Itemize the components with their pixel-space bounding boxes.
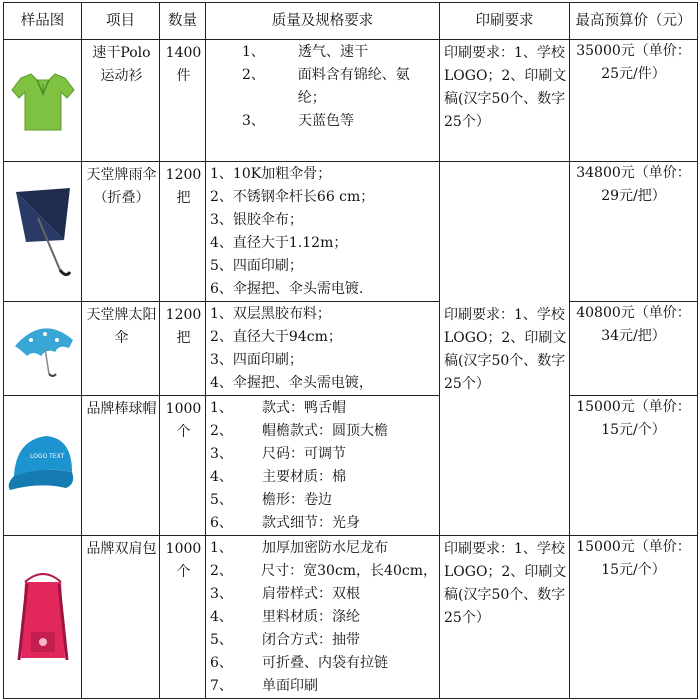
spec-cell (206, 162, 440, 302)
budget-cell: 40800元（单价：34元/把） (570, 302, 698, 396)
qty-cell: 1400件 (160, 40, 206, 162)
item-cell: 速干Polo运动衫 (82, 40, 160, 162)
table-row (4, 162, 698, 302)
spec-line: 5、 闭合方式：抽带 (210, 632, 360, 648)
parasol-icon (9, 318, 77, 380)
spec-line: 4、 里料材质：涤纶 (210, 609, 360, 625)
procurement-table (3, 2, 698, 699)
item-cell: 品牌棒球帽 (82, 396, 160, 536)
spec-cell (206, 40, 440, 162)
backpack-image-cell (4, 536, 82, 699)
header-spec: 质量及规格要求 (206, 3, 440, 40)
spec-line: 4、 直径大于1.12m； (210, 235, 348, 251)
spec-line: 2、 直径大于94cm； (210, 329, 342, 345)
spec-line: 1、 双层黑胶布料； (210, 306, 331, 322)
item-cell: 天堂牌雨伞（折叠） (82, 162, 160, 302)
table-row (4, 396, 698, 536)
table-row (4, 302, 698, 396)
polo-image-cell (4, 40, 82, 162)
spec-line: 2、 尺寸：宽30cm，长40cm， (210, 563, 437, 579)
spec-line: 1、 加厚加密防水尼龙布 (210, 540, 388, 556)
spec-line: 3、 肩带样式：双根 (210, 586, 360, 602)
spec-line: 3、 银胶伞布； (210, 212, 303, 228)
green-polo-shirt-icon (11, 70, 75, 132)
print-cell: 印刷要求：1、学校LOGO；2、印刷文稿(汉字50个、数字25个） (440, 536, 570, 699)
budget-cell: 34800元（单价：29元/把） (570, 162, 698, 302)
qty-cell: 1000个 (160, 536, 206, 699)
budget-cell: 15000元（单价：15元/个） (570, 536, 698, 699)
spec-line: 3、 尺码：可调节 (210, 446, 346, 462)
table-row (4, 40, 698, 162)
spec-line: 2、 面料含有锦纶、氨纶； (242, 67, 410, 106)
item-cell: 品牌双肩包 (82, 536, 160, 699)
umbrella-image-cell (4, 162, 82, 302)
cap-image-cell (4, 396, 82, 536)
spec-line: 6、 可折叠、内袋有拉链 (210, 655, 388, 671)
spec-line: 4、 伞握把、伞头需电镀， (210, 375, 373, 391)
budget-cell: 35000元（单价：25元/件） (570, 40, 698, 162)
header-budget: 最高预算价（元） (570, 3, 698, 40)
spec-line: 5、 四面印刷； (210, 258, 303, 274)
qty-cell: 1200把 (160, 302, 206, 396)
spec-line: 6、 伞握把、伞头需电镀. (210, 281, 364, 297)
drawstring-backpack-icon (11, 562, 75, 672)
header-item: 项目 (82, 3, 160, 40)
spec-line: 4、 主要材质：棉 (210, 469, 346, 485)
spec-line: 2、 不锈钢伞杆长66 cm； (210, 189, 375, 205)
baseball-cap-icon (6, 426, 80, 506)
cap-logo-text: LOGO TEXT (29, 452, 64, 460)
qty-cell: 1000个 (160, 396, 206, 536)
table-row (4, 536, 698, 699)
spec-cell (206, 396, 440, 536)
navy-umbrella-icon (8, 182, 78, 282)
header-image: 样品图 (4, 3, 82, 40)
spec-cell (206, 536, 440, 699)
spec-line: 2、 帽檐款式：圆顶大檐 (210, 423, 388, 439)
shared-print-cell: 印刷要求：1、学校LOGO；2、印刷文稿(汉字50个、数字25个） (440, 162, 570, 536)
spec-line: 6、 款式细节：光身 (210, 515, 360, 531)
parasol-image-cell (4, 302, 82, 396)
spec-line: 1、 款式：鸭舌帽 (210, 400, 346, 416)
header-row (4, 3, 698, 40)
qty-cell: 1200把 (160, 162, 206, 302)
spec-line: 7、 单面印刷 (210, 678, 318, 694)
spec-line: 1、 透气、速干 (242, 44, 368, 60)
spec-line: 5、 檐形：卷边 (210, 492, 332, 508)
item-cell: 天堂牌太阳伞 (82, 302, 160, 396)
header-print: 印刷要求 (440, 3, 570, 40)
spec-cell (206, 302, 440, 396)
spec-line: 3、 天蓝色等 (242, 113, 354, 129)
header-qty: 数量 (160, 3, 206, 40)
print-cell: 印刷要求：1、学校LOGO；2、印刷文稿(汉字50个、数字25个） (440, 40, 570, 162)
spec-line: 1、 10K加粗伞骨； (210, 166, 332, 182)
budget-cell: 15000元（单价：15元/个） (570, 396, 698, 536)
spec-line: 3、 四面印刷； (210, 352, 303, 368)
